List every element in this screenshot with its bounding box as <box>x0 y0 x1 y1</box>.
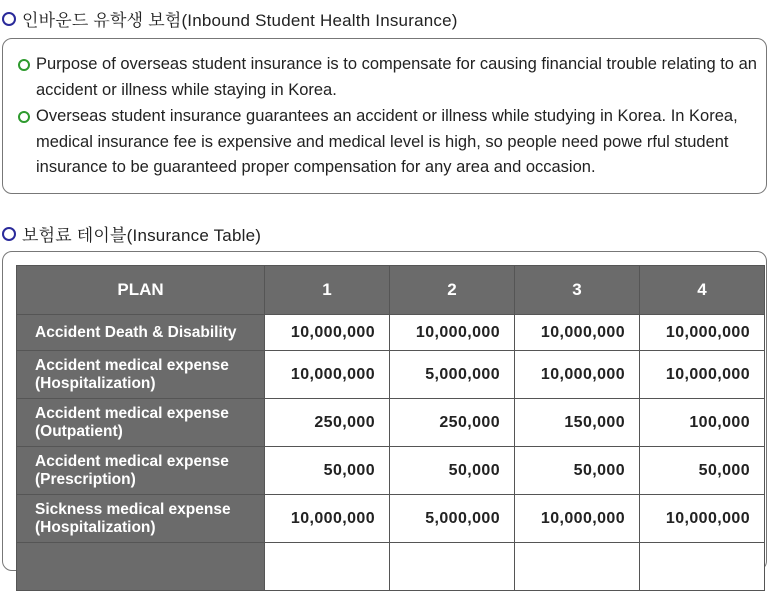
row-label: Accident Death & Disability <box>17 315 265 351</box>
table-cell <box>265 543 390 591</box>
table-cell: 50,000 <box>515 447 640 495</box>
table-row <box>17 399 765 447</box>
circle-bullet-icon <box>2 227 16 241</box>
header-plan-2: 2 <box>390 266 515 315</box>
table-cell <box>515 543 640 591</box>
header-plan: PLAN <box>17 266 265 315</box>
table-cell: 10,000,000 <box>640 351 765 399</box>
table-cell: 5,000,000 <box>390 495 515 543</box>
table-row <box>17 315 765 351</box>
table-cell: 150,000 <box>515 399 640 447</box>
table-cell: 10,000,000 <box>265 315 390 351</box>
table-header-row <box>17 266 765 315</box>
table-cell: 10,000,000 <box>265 495 390 543</box>
table-cell: 250,000 <box>265 399 390 447</box>
list-item: Purpose of overseas student insurance is to compensate for causing financial trouble relating to an accident or illness while staying in Korea. <box>18 52 758 103</box>
insurance-table <box>16 265 765 591</box>
row-label-cut <box>17 543 265 591</box>
table-row <box>17 543 765 591</box>
row-label: Sickness medical expense (Hospitalization) <box>17 495 265 543</box>
description-box <box>2 38 767 194</box>
table-cell: 10,000,000 <box>265 351 390 399</box>
table-cell: 10,000,000 <box>640 315 765 351</box>
section-title-insurance-table: 보험료 테이블(Insurance Table) <box>2 221 261 246</box>
green-circle-bullet-icon <box>18 59 30 71</box>
table-cell: 50,000 <box>390 447 515 495</box>
header-plan-1: 1 <box>265 266 390 315</box>
row-label: Accident medical expense (Prescription) <box>17 447 265 495</box>
table-cell: 250,000 <box>390 399 515 447</box>
table-cell: 10,000,000 <box>640 495 765 543</box>
row-label: Accident medical expense (Outpatient) <box>17 399 265 447</box>
table-cell: 10,000,000 <box>515 315 640 351</box>
table-cell: 100,000 <box>640 399 765 447</box>
table-row <box>17 447 765 495</box>
row-label: Accident medical expense (Hospitalization) <box>17 351 265 399</box>
circle-bullet-icon <box>2 12 16 26</box>
table-cell <box>390 543 515 591</box>
table-row <box>17 495 765 543</box>
table-cell <box>640 543 765 591</box>
table-cell: 10,000,000 <box>515 351 640 399</box>
header-plan-4: 4 <box>640 266 765 315</box>
green-circle-bullet-icon <box>18 111 30 123</box>
table-cell: 10,000,000 <box>515 495 640 543</box>
table-cell: 10,000,000 <box>390 315 515 351</box>
list-item: Overseas student insurance guarantees an accident or illness while studying in Korea. In Korea, medical insurance fee is expensive and medical level is high, so people need powe rful student insurance to be guaranteed proper compensation for any area and occasion. <box>18 104 758 181</box>
table-cell: 50,000 <box>265 447 390 495</box>
table-cell: 50,000 <box>640 447 765 495</box>
table-row <box>17 351 765 399</box>
header-plan-3: 3 <box>515 266 640 315</box>
section-title-inbound-insurance: 인바운드 유학생 보험(Inbound Student Health Insurance) <box>2 6 458 31</box>
table-cell: 5,000,000 <box>390 351 515 399</box>
